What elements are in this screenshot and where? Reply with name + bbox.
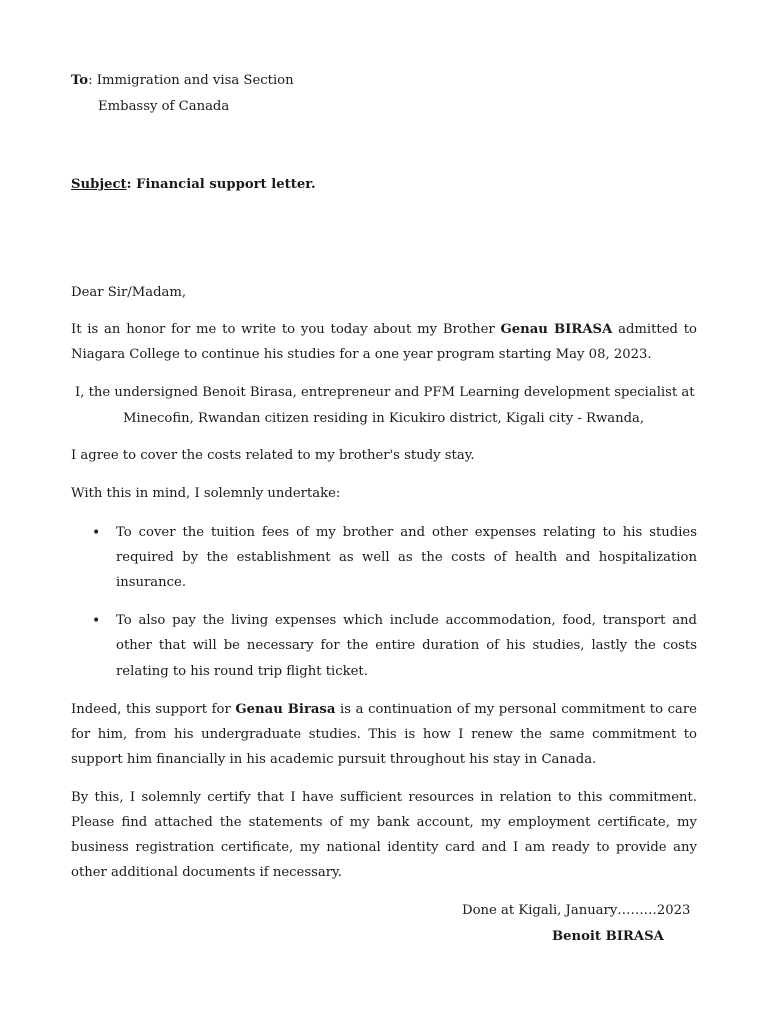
intro-text-c: admitted to — [612, 322, 697, 337]
undersigned-line-2: Minecofin, Rwandan citizen residing in Kicukiro district, Kigali city - Rwanda, — [123, 411, 645, 426]
addressee-section: Immigration and visa Section — [96, 73, 294, 88]
certify-line-4: other additional documents if necessary. — [71, 865, 342, 880]
indeed-text-a: Indeed, this support for — [71, 702, 236, 717]
bullet-2-line-1: To also pay the living expenses which include accommodation, food, transport and — [116, 613, 697, 628]
brother-name-bold: Genau BIRASA — [500, 322, 613, 337]
undertake-line: With this in mind, I solemnly undertake: — [71, 486, 341, 501]
done-at-line: Done at Kigali, January………2023 — [462, 903, 691, 918]
signature-name: Benoit BIRASA — [552, 929, 664, 944]
indeed-text-c: is a continuation of my personal commitment to care — [335, 702, 697, 717]
bullet-2-symbol: • — [92, 613, 101, 629]
bullet-1-line-3: insurance. — [116, 575, 187, 590]
bullet-1-line-2: required by the establishment as well as the costs of health and hospitalization — [116, 550, 697, 565]
brother-name-bold-2: Genau Birasa — [235, 702, 336, 717]
intro-line-1 — [71, 321, 697, 339]
intro-line-2: Niagara College to continue his studies for a one year program starting May 08, 2023. — [71, 347, 652, 362]
certify-line-3: business registration certificate, my national identity card and I am ready to provide any — [71, 840, 697, 855]
indeed-line-3: support him financially in his academic pursuit throughout his stay in Canada. — [71, 752, 597, 767]
certify-line-1: By this, I solemnly certify that I have sufficient resources in relation to this commitment. — [71, 790, 697, 805]
undersigned-line-1: I, the undersigned Benoit Birasa, entrepreneur and PFM Learning development specialist at — [75, 385, 695, 400]
to-colon: : — [88, 73, 97, 88]
certify-line-2: Please find attached the statements of my bank account, my employment certificate, my — [71, 815, 697, 830]
subject-text: : Financial support letter. — [126, 177, 316, 192]
bullet-1-symbol: • — [92, 525, 101, 541]
indeed-line-2: for him, from his undergraduate studies. This is how I renew the same commitment to — [71, 727, 697, 742]
subject-line — [71, 176, 316, 194]
bullet-1-line-1: To cover the tuition fees of my brother and other expenses relating to his studies — [116, 525, 697, 540]
intro-text-a: It is an honor for me to write to you today about my Brother — [71, 322, 501, 337]
addressee-line-1 — [71, 72, 294, 90]
subject-label: Subject — [71, 177, 127, 192]
addressee-line-2: Embassy of Canada — [98, 99, 230, 114]
bullet-2-line-2: other that will be necessary for the entire duration of his studies, lastly the costs — [116, 638, 697, 653]
indeed-line-1 — [71, 701, 697, 719]
to-label: To — [71, 73, 89, 88]
bullet-2-line-3: relating to his round trip flight ticket. — [116, 664, 368, 679]
agree-line: I agree to cover the costs related to my brother's study stay. — [71, 448, 475, 463]
salutation: Dear Sir/Madam, — [71, 285, 187, 300]
